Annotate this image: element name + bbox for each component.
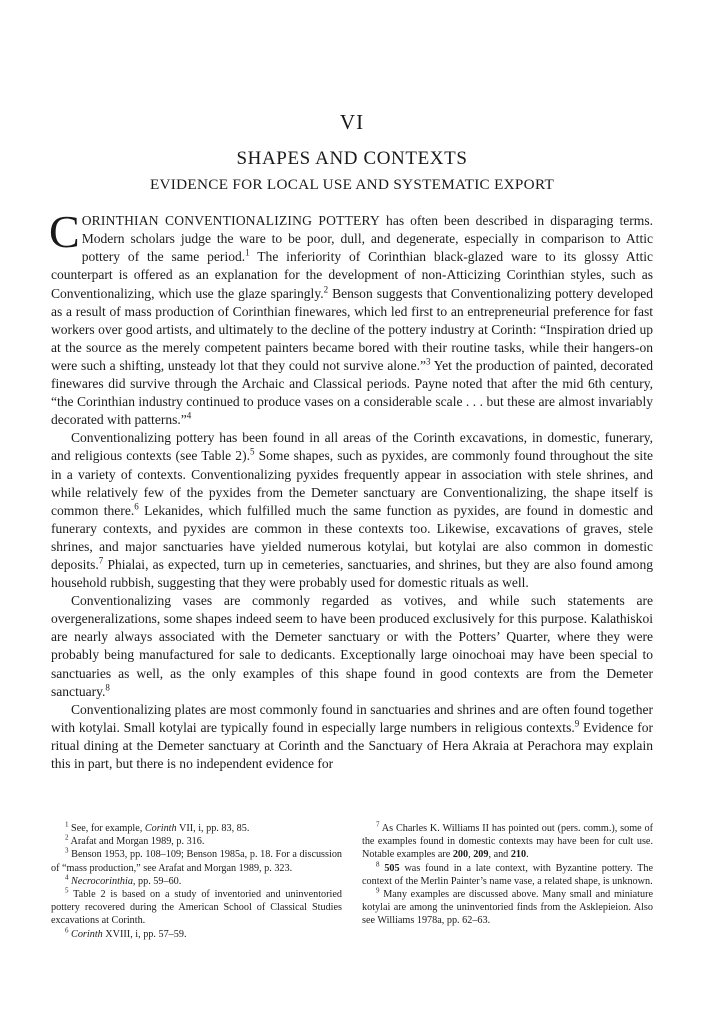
footnote-number: 5 [65,886,69,895]
paragraph-1 [49,206,653,429]
footnote-3 [51,848,342,874]
chapter-title: SHAPES AND CONTEXTS [236,148,468,169]
text-run: Conventionalizing vases are commonly regarded as votives, and while such statements are overgeneralizations, some shapes indeed seem to have been produced exclusively for this purpose. Kalathiskoi are nearly always associated with the Demeter sanctuary or with the Potters’ Quarter, where they were probably being manufactured for sale to dedicants. Exceptionally large oinochoai may have been special to sanctuaries as well, as the only examples of this shape found in good contexts are from the Demeter sanctuary. [51,593,653,699]
text-run: , and [488,849,511,861]
footnote-7 [362,822,653,862]
text-run: Benson 1953, pp. 108–109; Benson 1985a, p. 18. For a discussion of “mass production,” see Arafat and Morgan 1989, p. 323. [51,849,343,874]
italic-title: Corinth [71,928,103,940]
footnote-number: 1 [65,820,69,829]
text-run: The inferiority of Corinthian black-glazed ware to its glossy Attic counterpart is offered as an explanation for the development of non-Atticizing Corinthian styles, such as Conventionalizing, which use the glaze sparingly. [51,249,653,301]
footnotes-right-column [362,822,653,941]
footnote-ref[interactable]: 7 [98,555,104,566]
paragraph-2 [51,429,653,592]
footnote-ref[interactable]: 2 [323,284,329,295]
text-run: Some shapes, such as pyxides, are commonly found throughout the site in a variety of contexts. Conventionalizing pyxides frequently appear in association with stele shrines, and while relatively few of the pyxides from the Demeter sanctuary are Conventionalizing, the shape itself is common there. [51,448,653,518]
footnote-ref[interactable]: 9 [574,718,580,729]
text-run: Benson suggests that Conventionalizing pottery developed as a result of mass production of Corinthian finewares, which led first to an entrepreneurial preference for fast workers over good artists, and ultimately to the decline of the pottery industry at Corinth: “Inspiration dried up at the source as the merely competent painters became bored with their routine tasks, while their hangers-on were such a shifting, unsteady lot that they could not survive alone.” [51,285,653,373]
text-run: . [526,849,529,861]
paragraph-3 [51,592,653,701]
footnote-number: 9 [376,886,380,895]
paragraph-4 [51,701,653,773]
footnote-number: 7 [376,820,380,829]
text-run: , pp. 59–60. [132,875,182,887]
text-run: XVIII, i, pp. 57–59. [102,928,187,940]
footnote-ref[interactable]: 5 [249,446,255,457]
footnote-4 [51,875,342,888]
drop-cap: C [49,206,80,258]
footnote-ref[interactable]: 4 [186,410,192,421]
footnote-8 [362,862,653,888]
chapter-subtitle: EVIDENCE FOR LOCAL USE AND SYSTEMATIC EXPORT [149,176,555,193]
footnotes [51,822,653,941]
text-run: VII, i, pp. 83, 85. [176,823,250,834]
page [51,112,653,773]
text-run: has often been described in disparaging terms. Modern scholars judge the ware to be poor, dull, and degenerate, especially in comparison to Attic pottery of the same period. [81,213,653,265]
footnote-number: 4 [65,873,69,882]
text-run: See, for example, [71,823,145,834]
text-run: Phialai, as expected, turn up in cemeteries, sanctuaries, and shrines, but they are also found among household rubbish, suggesting that they were probably used for domestic rituals as well. [51,556,653,591]
footnote-number: 8 [376,860,380,869]
italic-title: Necrocorinthia [71,875,133,887]
footnote-5 [51,888,342,928]
body-text [49,206,653,773]
text-run: Yet the production of painted, decorated finewares did survive through the Archaic and Classical periods. Payne noted that after the mid 6th century, “the Corinthian industry continued to produce vases on a considerable scale . . . but these are almost invariably decorated with patterns.” [51,357,653,428]
lead-in: ORINTHIAN CONVENTIONALIZING POTTERY [81,213,380,229]
text-run: Evidence for ritual dining at the Demeter sanctuary at Corinth and the Sanctuary of Hera Akraia at Perachora may explain this in part, but there is no independent evidence for [51,719,653,772]
footnote-number: 3 [65,847,69,856]
footnotes-left-column [51,822,342,941]
footnote-ref[interactable]: 3 [426,356,431,367]
text-run: Arafat and Morgan 1989, p. 316. [70,836,205,848]
text-run: Conventionalizing pottery has been found in all areas of the Corinth excavations, in domestic, funerary, and religious contexts (see Table 2). [51,430,653,464]
catalog-number: 200 [452,849,469,861]
footnote-number: 2 [65,833,69,842]
text-run: Many examples are discussed above. Many small and miniature kotylai are among the uninventoried finds from the Asklepieion. Also see Williams 1978a, pp. 62–63. [362,889,653,927]
italic-title: Corinth [144,823,177,834]
footnote-2 [51,835,342,848]
catalog-number: 505 [384,862,400,874]
text-run: Lekanides, which fulfilled much the same function as pyxides, are found in domestic and funerary contexts, and pyxides are common in these contexts too. Likewise, excavations of graves, stele shrines, and major sanctuaries have yielded numerous kotylai, but kotylai are also common in domestic deposits. [51,502,653,572]
chapter-number: VI [339,110,365,134]
text-run: , [468,849,474,861]
footnote-9 [362,888,653,928]
catalog-number: 209 [473,849,489,861]
footnote-ref[interactable]: 1 [245,247,250,258]
footnote-ref[interactable]: 8 [105,682,110,693]
footnote-6 [51,928,342,941]
catalog-number: 210 [510,849,527,861]
text-run: was found in a late context, with Byzantine pottery. The context of the Merlin Painter’s name vase, a related shape, is unknown. [362,862,653,887]
text-run: As Charles K. Williams II has pointed out (pers. comm.), some of the examples found in domestic contexts may have been for cult use. Notable examples are [362,823,653,861]
text-run: Table 2 is based on a study of inventoried and uninventoried pottery recovered during the American School of Classical Studies excavations at Corinth. [51,889,342,927]
footnote-ref[interactable]: 6 [134,501,139,512]
footnote-1 [51,822,342,835]
text-run: Conventionalizing plates are most commonly found in sanctuaries and shrines and are often found together with kotylai. Small kotylai are typically found in especially large numbers in religious contexts. [51,701,653,735]
footnote-number: 6 [65,926,69,935]
